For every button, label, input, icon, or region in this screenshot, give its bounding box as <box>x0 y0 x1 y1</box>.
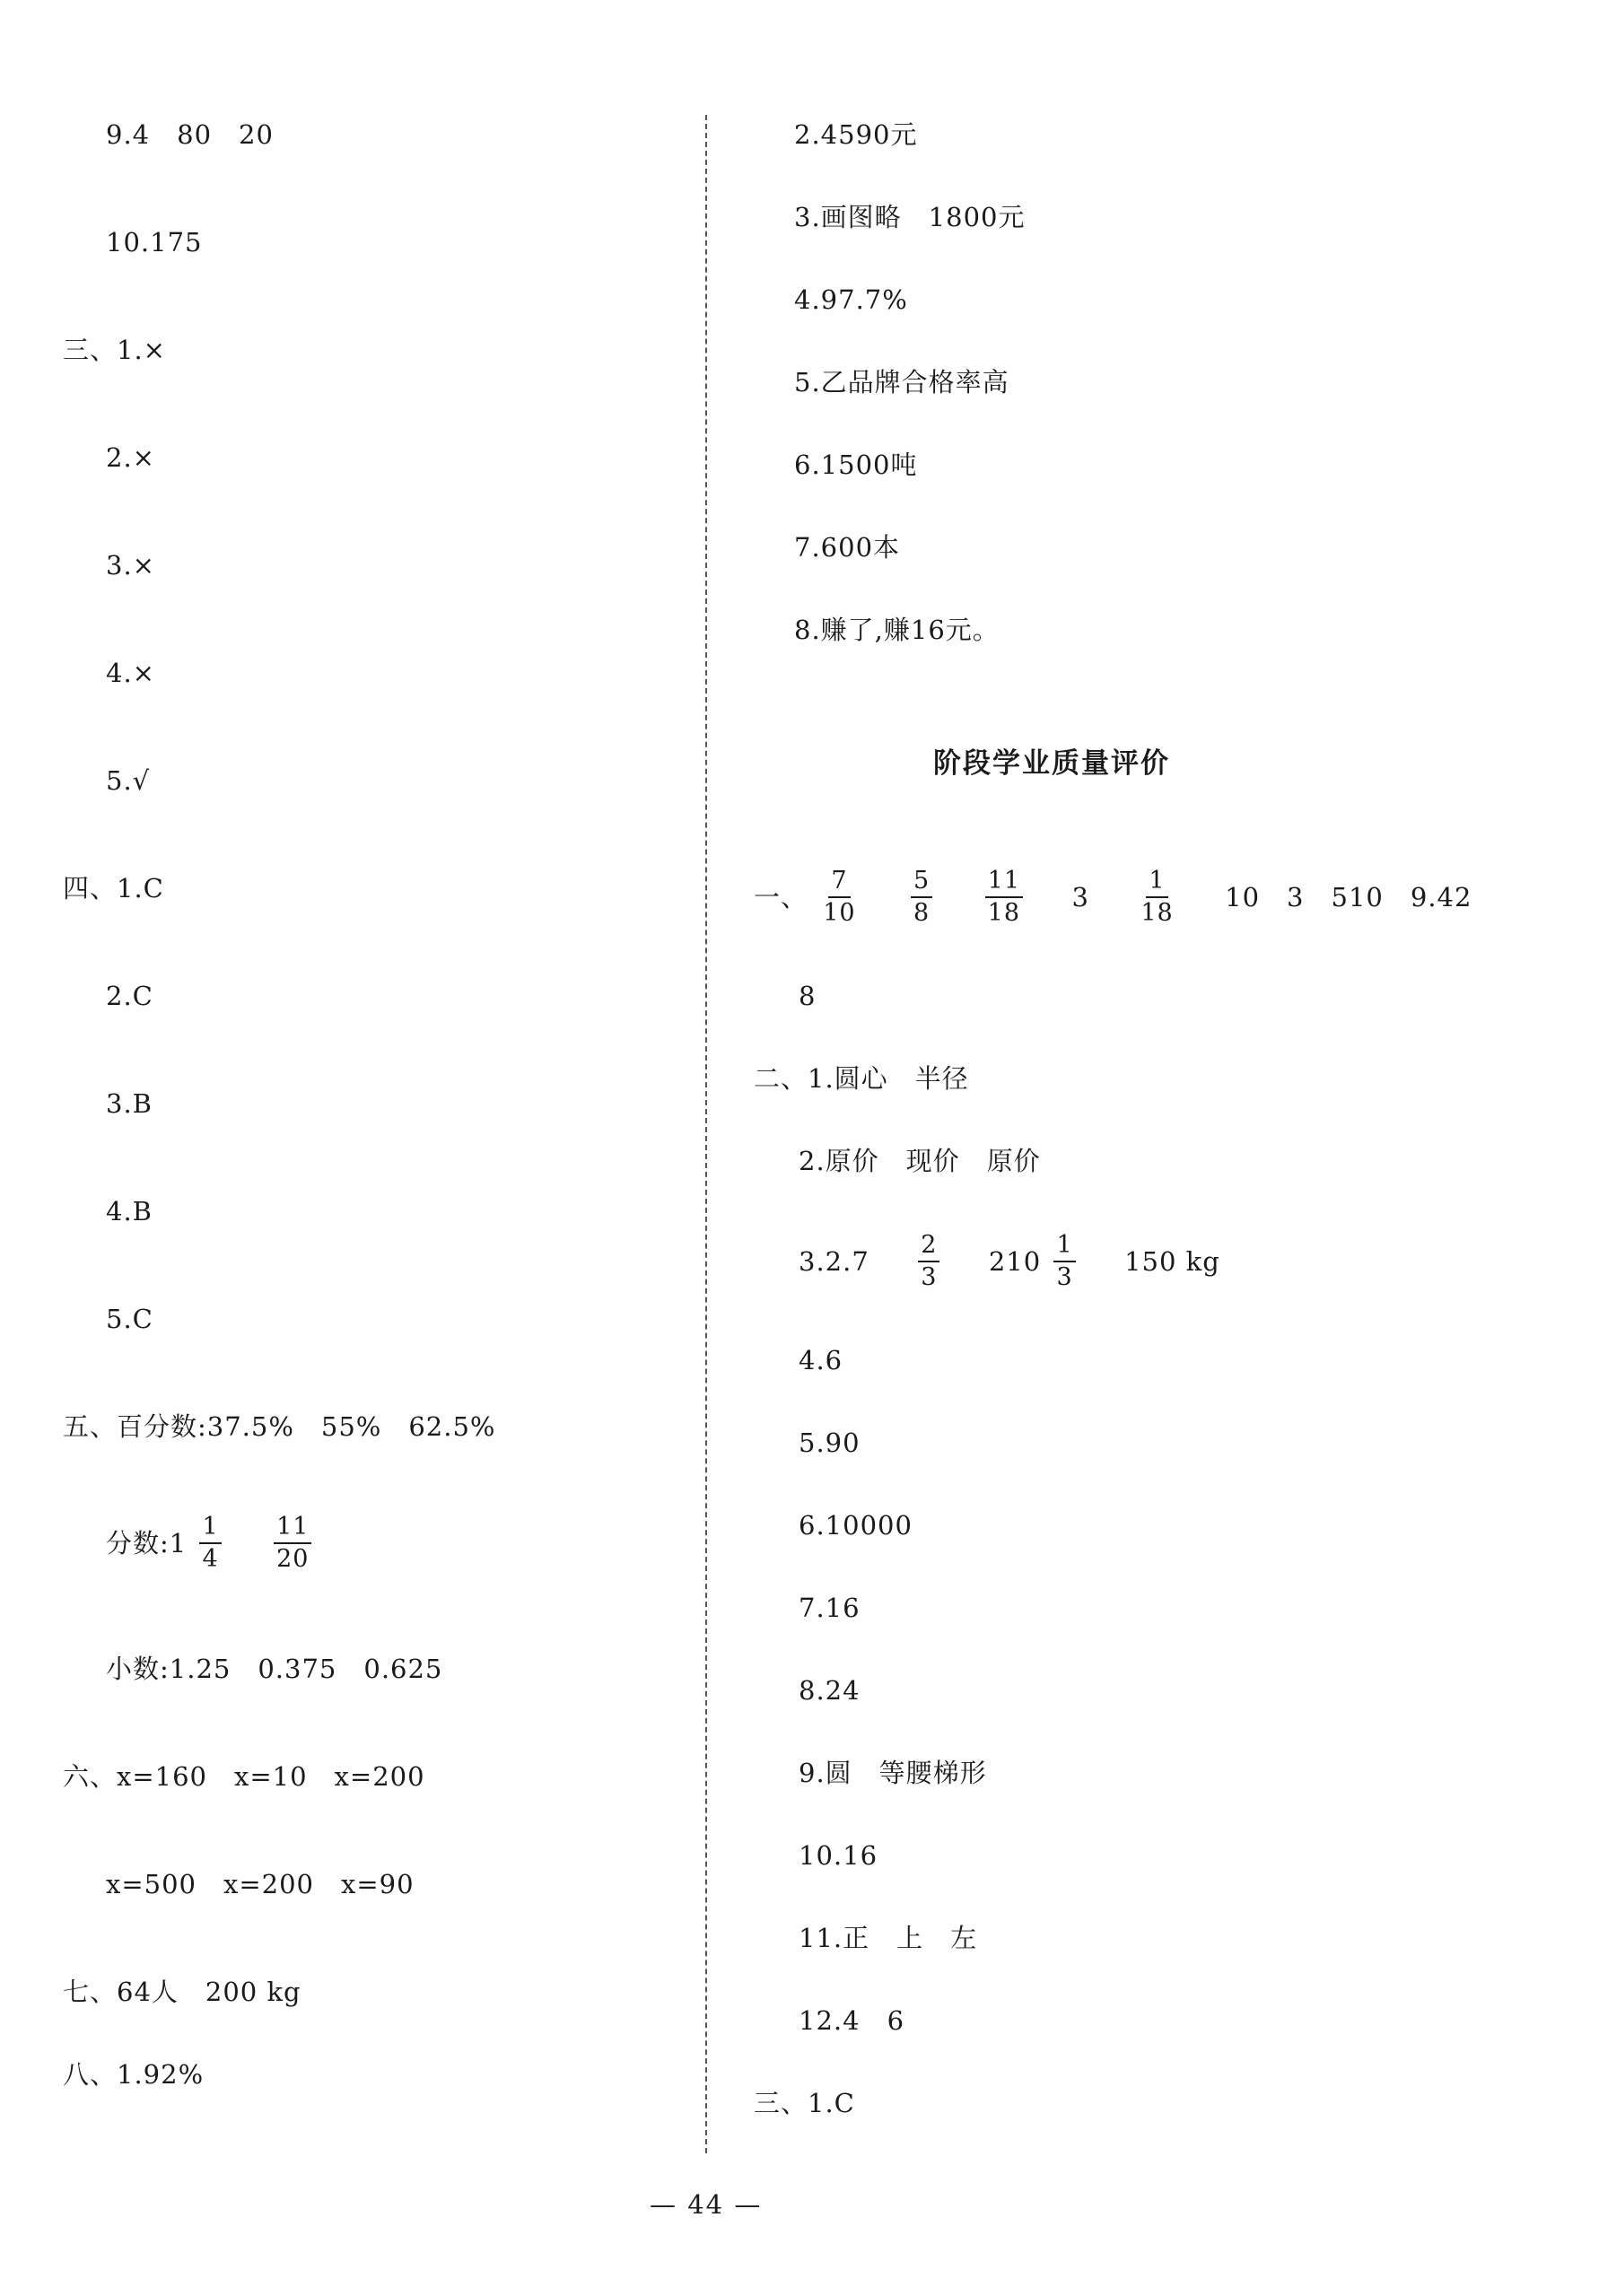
answer-line: 11.正 上 左 <box>799 1923 978 1953</box>
fraction-numerator: 11 <box>274 1515 311 1544</box>
answer-line: 8 <box>799 981 817 1011</box>
fraction <box>820 869 858 927</box>
answer-text: 210 <box>988 1245 1042 1277</box>
answer-line: 3.× <box>106 550 155 581</box>
answer-line: 三、1.C <box>754 2088 855 2118</box>
answer-line: 4.B <box>106 1196 153 1227</box>
fraction <box>985 869 1023 927</box>
answer-text: 3.2.7 <box>799 1245 869 1277</box>
answer-line: 2.4590元 <box>794 119 918 150</box>
page-number: — 44 — <box>650 2189 763 2220</box>
answer-line: 3.画图略 1800元 <box>794 202 1026 232</box>
answer-text: 10 3 510 9.42 <box>1225 881 1472 912</box>
answer-text: 一、 <box>754 881 808 912</box>
answer-line: 七、64人 200 kg <box>63 1977 301 2007</box>
answer-line: 6.10000 <box>799 1510 913 1541</box>
answer-line: 二、1.圆心 半径 <box>754 1063 969 1094</box>
fraction-denominator: 3 <box>1056 1263 1073 1292</box>
answer-line: 6.1500吨 <box>794 450 918 480</box>
answer-line: 四、1.C <box>63 873 164 904</box>
fraction-numerator: 7 <box>828 869 850 898</box>
column-divider <box>705 115 707 2153</box>
fraction-denominator: 10 <box>823 899 856 928</box>
section-title: 阶段学业质量评价 <box>933 747 1170 780</box>
answer-line: 7.600本 <box>794 532 901 563</box>
fraction <box>1053 1233 1075 1291</box>
answer-line: 9.圆 等腰梯形 <box>799 1758 987 1788</box>
answer-line: 2.原价 现价 原价 <box>799 1146 1041 1176</box>
fraction <box>911 869 932 927</box>
fraction-numerator: 1 <box>1053 1233 1075 1262</box>
fraction <box>1138 869 1175 927</box>
answer-line: 8.赚了,赚16元。 <box>794 615 1000 645</box>
answer-line: 7.16 <box>799 1593 861 1623</box>
answer-line-with-fractions <box>106 1515 315 1573</box>
fraction-numerator: 1 <box>199 1515 221 1544</box>
answer-line: 9.4 80 20 <box>106 119 274 150</box>
answer-line: 10.175 <box>106 227 203 258</box>
answer-line: 三、1.× <box>63 335 166 365</box>
answer-line: x=500 x=200 x=90 <box>106 1869 415 1899</box>
answer-line: 2.C <box>106 981 153 1011</box>
answer-line: 10.16 <box>799 1840 878 1871</box>
answer-text: 150 kg <box>1124 1245 1220 1277</box>
answer-line: 5.√ <box>106 765 151 796</box>
answer-line: 5.乙品牌合格率高 <box>794 367 1009 397</box>
answer-line: 5.90 <box>799 1427 861 1458</box>
answer-line: 五、百分数:37.5% 55% 62.5% <box>63 1411 496 1442</box>
answer-line: 八、1.92% <box>63 2059 205 2090</box>
fraction-denominator: 3 <box>921 1263 938 1292</box>
fraction-numerator: 2 <box>918 1233 939 1262</box>
answer-line: 3.B <box>106 1088 153 1119</box>
fraction-numerator: 1 <box>1146 869 1167 898</box>
answer-line: 2.× <box>106 442 155 473</box>
answer-line: 8.24 <box>799 1675 861 1706</box>
fraction-denominator: 18 <box>987 899 1021 928</box>
answer-line: 4.97.7% <box>794 284 908 315</box>
answer-line-with-fractions <box>799 1233 1220 1291</box>
answer-line: 12.4 6 <box>799 2005 905 2036</box>
answer-text: 分数:1 <box>106 1527 188 1558</box>
answer-line: 六、x=160 x=10 x=200 <box>63 1761 425 1792</box>
fraction <box>199 1515 221 1573</box>
fraction-denominator: 4 <box>202 1545 219 1574</box>
answer-line-with-fractions <box>754 869 1472 927</box>
answer-line: 4.× <box>106 658 155 688</box>
fraction <box>918 1233 939 1291</box>
fraction <box>274 1515 311 1573</box>
answer-line: 5.C <box>106 1304 153 1334</box>
fraction-denominator: 8 <box>913 899 931 928</box>
answer-line: 小数:1.25 0.375 0.625 <box>106 1654 443 1684</box>
fraction-numerator: 5 <box>911 869 932 898</box>
fraction-numerator: 11 <box>985 869 1023 898</box>
fraction-denominator: 20 <box>276 1545 310 1574</box>
fraction-denominator: 18 <box>1140 899 1174 928</box>
answer-text: 3 <box>1071 881 1089 912</box>
answer-line: 4.6 <box>799 1345 843 1375</box>
